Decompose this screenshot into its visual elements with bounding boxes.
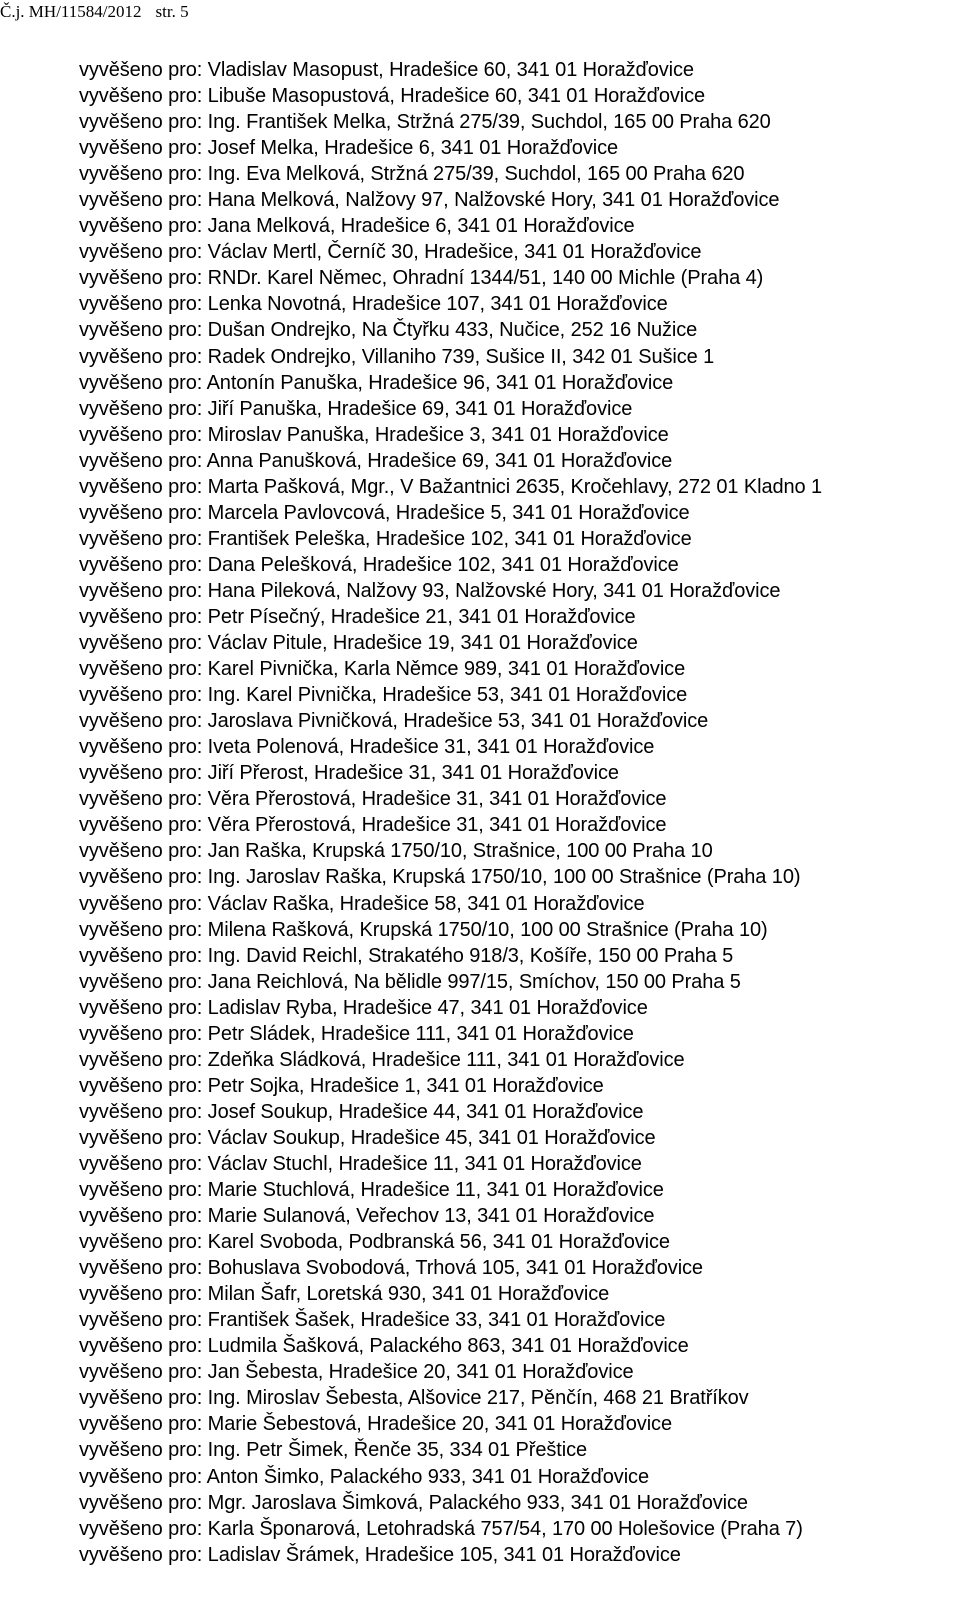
recipient-entry: vyvěšeno pro: Ing. Karel Pivnička, Hradešice 53, 341 01 Horažďovice — [79, 684, 688, 707]
page-header — [0, 2, 189, 22]
recipient-entry: vyvěšeno pro: Věra Přerostová, Hradešice 31, 341 01 Horažďovice — [79, 788, 667, 811]
recipient-entry: vyvěšeno pro: Věra Přerostová, Hradešice 31, 341 01 Horažďovice — [79, 814, 667, 837]
recipient-entry: vyvěšeno pro: Libuše Masopustová, Hradešice 60, 341 01 Horažďovice — [79, 85, 706, 108]
recipient-entry: vyvěšeno pro: František Peleška, Hradešice 102, 341 01 Horažďovice — [79, 527, 692, 550]
recipient-entry: vyvěšeno pro: Karel Pivnička, Karla Němce 989, 341 01 Horažďovice — [79, 658, 686, 681]
recipient-entry: vyvěšeno pro: Marcela Pavlovcová, Hradešice 5, 341 01 Horažďovice — [79, 501, 690, 524]
recipient-entry: vyvěšeno pro: Anton Šimko, Palackého 933, 341 01 Horažďovice — [79, 1465, 649, 1488]
recipient-entry: vyvěšeno pro: Ladislav Ryba, Hradešice 47, 341 01 Horažďovice — [79, 996, 648, 1019]
recipient-entry: vyvěšeno pro: Marie Sulanová, Veřechov 13, 341 01 Horažďovice — [79, 1205, 655, 1228]
recipient-entry: vyvěšeno pro: Ludmila Šašková, Palackého 863, 341 01 Horažďovice — [79, 1335, 689, 1358]
recipient-entry: vyvěšeno pro: Václav Soukup, Hradešice 45, 341 01 Horažďovice — [79, 1126, 656, 1149]
recipient-entry: vyvěšeno pro: Miroslav Panuška, Hradešice 3, 341 01 Horažďovice — [79, 423, 669, 446]
recipient-entry: vyvěšeno pro: Antonín Panuška, Hradešice 96, 341 01 Horažďovice — [79, 371, 674, 394]
recipient-entry: vyvěšeno pro: Josef Soukup, Hradešice 44, 341 01 Horažďovice — [79, 1100, 644, 1123]
recipient-entry: vyvěšeno pro: Ing. Petr Šimek, Řenče 35, 334 01 Přeštice — [79, 1439, 588, 1462]
recipient-entry: vyvěšeno pro: Karla Šponarová, Letohradská 757/54, 170 00 Holešovice (Praha 7) — [79, 1517, 803, 1540]
recipient-entry: vyvěšeno pro: Ing. František Melka, Stržná 275/39, Suchdol, 165 00 Praha 620 — [79, 111, 771, 134]
recipient-entry: vyvěšeno pro: Petr Sojka, Hradešice 1, 341 01 Horažďovice — [79, 1074, 604, 1097]
recipient-entry: vyvěšeno pro: RNDr. Karel Němec, Ohradní 1344/51, 140 00 Michle (Praha 4) — [79, 267, 764, 290]
recipient-list — [79, 57, 960, 1568]
recipient-entry: vyvěšeno pro: Vladislav Masopust, Hradešice 60, 341 01 Horažďovice — [79, 59, 694, 81]
recipient-entry: vyvěšeno pro: Ladislav Šrámek, Hradešice 105, 341 01 Horažďovice — [79, 1543, 681, 1566]
recipient-entry: vyvěšeno pro: Jaroslava Pivničková, Hradešice 53, 341 01 Horažďovice — [79, 710, 709, 733]
recipient-entry: vyvěšeno pro: Václav Stuchl, Hradešice 11, 341 01 Horažďovice — [79, 1152, 642, 1175]
recipient-entry: vyvěšeno pro: Hana Melková, Nalžovy 97, Nalžovské Hory, 341 01 Horažďovice — [79, 189, 780, 212]
recipient-entry: vyvěšeno pro: Hana Pileková, Nalžovy 93, Nalžovské Hory, 341 01 Horažďovice — [79, 579, 781, 602]
recipient-entry: vyvěšeno pro: Ing. David Reichl, Strakatého 918/3, Košíře, 150 00 Praha 5 — [79, 944, 734, 967]
recipient-entry: vyvěšeno pro: Marie Šebestová, Hradešice 20, 341 01 Horažďovice — [79, 1413, 672, 1436]
recipient-entry: vyvěšeno pro: Václav Raška, Hradešice 58, 341 01 Horažďovice — [79, 892, 645, 915]
recipient-entry: vyvěšeno pro: Bohuslava Svobodová, Trhová 105, 341 01 Horažďovice — [79, 1257, 703, 1280]
recipient-entry: vyvěšeno pro: Mgr. Jaroslava Šimková, Palackého 933, 341 01 Horažďovice — [79, 1491, 748, 1514]
recipient-entry: vyvěšeno pro: Jana Melková, Hradešice 6, 341 01 Horažďovice — [79, 215, 635, 238]
recipient-entry: vyvěšeno pro: Jan Raška, Krupská 1750/10, Strašnice, 100 00 Praha 10 — [79, 840, 713, 863]
recipient-entry: vyvěšeno pro: Milena Rašková, Krupská 1750/10, 100 00 Strašnice (Praha 10) — [79, 918, 768, 941]
recipient-entry: vyvěšeno pro: Ing. Eva Melková, Stržná 275/39, Suchdol, 165 00 Praha 620 — [79, 163, 745, 186]
recipient-entry: vyvěšeno pro: Marie Stuchlová, Hradešice 11, 341 01 Horažďovice — [79, 1179, 664, 1202]
recipient-entry: vyvěšeno pro: Václav Mertl, Černíč 30, Hradešice, 341 01 Horažďovice — [79, 241, 702, 264]
recipient-entry: vyvěšeno pro: Milan Šafr, Loretská 930, 341 01 Horažďovice — [79, 1283, 610, 1306]
recipient-entry: vyvěšeno pro: Ing. Miroslav Šebesta, Alšovice 217, Pěnčín, 468 21 Bratříkov — [79, 1387, 749, 1410]
recipient-entry: vyvěšeno pro: Petr Písečný, Hradešice 21, 341 01 Horažďovice — [79, 605, 636, 628]
recipient-entry: vyvěšeno pro: Jiří Přerost, Hradešice 31, 341 01 Horažďovice — [79, 762, 619, 785]
recipient-entry: vyvěšeno pro: Jana Reichlová, Na bělidle 997/15, Smíchov, 150 00 Praha 5 — [79, 970, 741, 993]
recipient-entry: vyvěšeno pro: Iveta Polenová, Hradešice 31, 341 01 Horažďovice — [79, 736, 655, 759]
recipient-entry: vyvěšeno pro: Dušan Ondrejko, Na Čtyřku 433, Nučice, 252 16 Nužice — [79, 319, 698, 342]
recipient-entry: vyvěšeno pro: Ing. Jaroslav Raška, Krupská 1750/10, 100 00 Strašnice (Praha 10) — [79, 866, 801, 889]
recipient-entry: vyvěšeno pro: Karel Svoboda, Podbranská 56, 341 01 Horažďovice — [79, 1231, 670, 1254]
recipient-entry: vyvěšeno pro: Jiří Panuška, Hradešice 69, 341 01 Horažďovice — [79, 397, 633, 420]
recipient-entry: vyvěšeno pro: Radek Ondrejko, Villaniho 739, Sušice II, 342 01 Sušice 1 — [79, 345, 715, 368]
recipient-entry: vyvěšeno pro: Jan Šebesta, Hradešice 20, 341 01 Horažďovice — [79, 1361, 634, 1384]
recipient-entry: vyvěšeno pro: Václav Pitule, Hradešice 19, 341 01 Horažďovice — [79, 632, 638, 655]
recipient-entry: vyvěšeno pro: Petr Sládek, Hradešice 111, 341 01 Horažďovice — [79, 1022, 634, 1045]
recipient-entry: vyvěšeno pro: Dana Pelešková, Hradešice 102, 341 01 Horažďovice — [79, 553, 679, 576]
recipient-entry: vyvěšeno pro: František Šašek, Hradešice 33, 341 01 Horažďovice — [79, 1309, 666, 1332]
recipient-entry: vyvěšeno pro: Lenka Novotná, Hradešice 107, 341 01 Horažďovice — [79, 293, 668, 316]
recipient-entry: vyvěšeno pro: Anna Panušková, Hradešice 69, 341 01 Horažďovice — [79, 449, 673, 472]
recipient-entry: vyvěšeno pro: Josef Melka, Hradešice 6, 341 01 Horažďovice — [79, 137, 618, 160]
document-reference: Č.j. MH/11584/2012 — [0, 2, 142, 21]
recipient-entry: vyvěšeno pro: Marta Pašková, Mgr., V Bažantnici 2635, Kročehlavy, 272 01 Kladno 1 — [79, 475, 823, 498]
recipient-entry: vyvěšeno pro: Zdeňka Sládková, Hradešice 111, 341 01 Horažďovice — [79, 1048, 685, 1071]
page-number: str. 5 — [155, 2, 189, 21]
